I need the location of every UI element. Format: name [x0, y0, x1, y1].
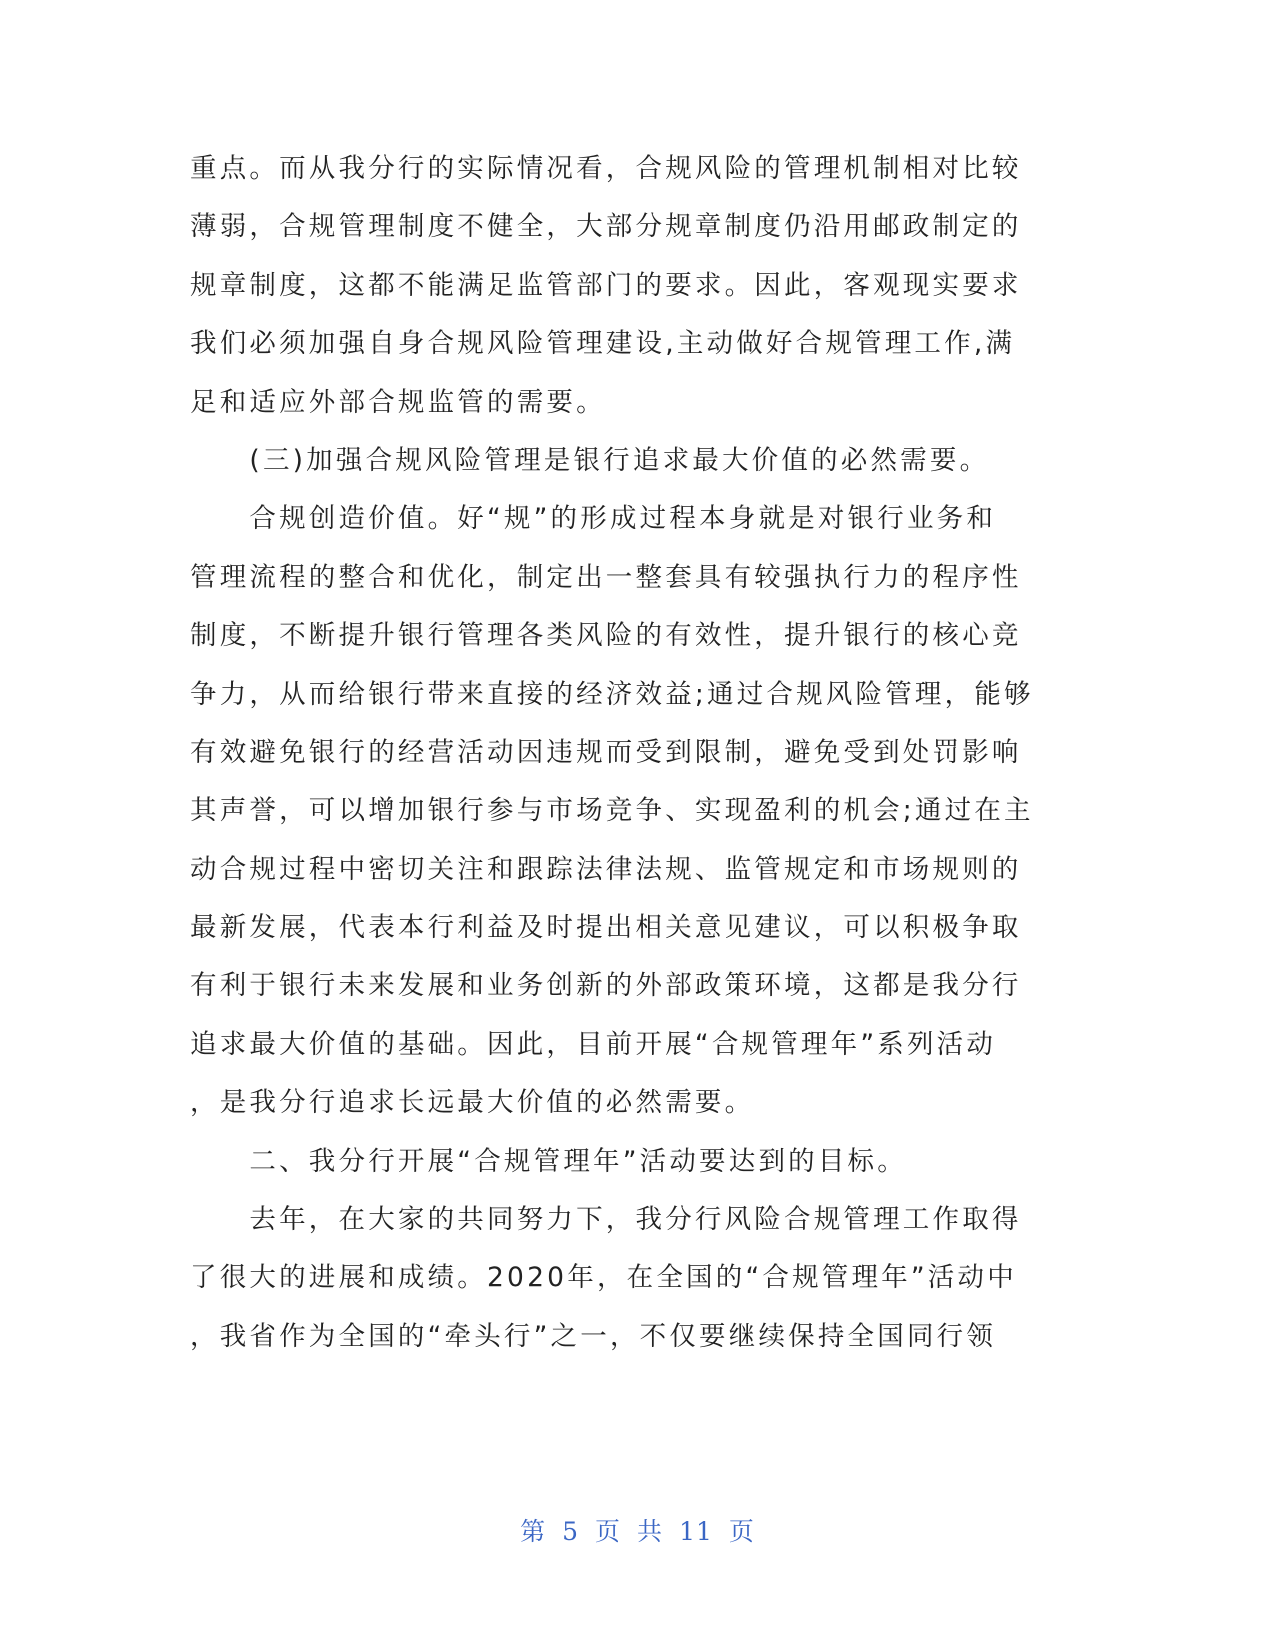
text-line: 管理流程的整合和优化，制定出一整套具有较强执行力的程序性	[190, 561, 1022, 593]
text-line: 有效避免银行的经营活动因违规而受到限制，避免受到处罚影响	[190, 736, 1022, 768]
text-line: 重点。而从我分行的实际情况看，合规风险的管理机制相对比较	[190, 153, 1022, 184]
footer-label-unit-2: 页	[728, 1517, 755, 1546]
text-line: 争力，从而给银行带来直接的经济效益;通过合规风险管理，能够	[190, 678, 1034, 710]
section-heading: (三)加强合规风险管理是银行追求最大价值的必然需要。	[190, 444, 990, 476]
footer-total-pages: 11	[679, 1517, 713, 1546]
page-footer	[0, 1512, 1275, 1548]
text-line: 追求最大价值的基础。因此，目前开展“合规管理年”系列活动	[190, 1028, 997, 1060]
text-line: 最新发展，代表本行利益及时提出相关意见建议，可以积极争取	[190, 912, 1022, 944]
text-line: 有利于银行未来发展和业务创新的外部政策环境，这都是我分行	[190, 970, 1022, 1002]
section-heading: 二、我分行开展“合规管理年”活动要达到的目标。	[190, 1145, 907, 1177]
text-line: 去年，在大家的共同努力下，我分行风险合规管理工作取得	[190, 1204, 1022, 1236]
text-line: 合规创造价值。好“规”的形成过程本身就是对银行业务和	[190, 503, 997, 535]
footer-label-unit: 页	[595, 1517, 622, 1546]
text-line: 动合规过程中密切关注和跟踪法律法规、监管规定和市场规则的	[190, 853, 1022, 885]
footer-current-page: 5	[562, 1517, 580, 1546]
footer-label-page: 第	[520, 1517, 547, 1546]
text-line: ，是我分行追求长远最大价值的必然需要。	[190, 1087, 755, 1119]
text-line: 规章制度，这都不能满足监管部门的要求。因此，客观现实要求	[190, 269, 1022, 301]
text-line: 足和适应外部合规监管的需要。	[190, 386, 606, 418]
text-line: 其声誉，可以增加银行参与市场竞争、实现盈利的机会;通过在主	[190, 795, 1034, 827]
text-line: ，我省作为全国的“牵头行”之一，不仅要继续保持全国同行领	[190, 1320, 997, 1352]
text-line: 薄弱，合规管理制度不健全，大部分规章制度仍沿用邮政制定的	[190, 211, 1022, 243]
text-line: 了很大的进展和成绩。2020年，在全国的“合规管理年”活动中	[190, 1262, 1017, 1294]
body-text	[190, 140, 1080, 1366]
footer-label-total: 共	[637, 1517, 664, 1546]
text-line: 制度，不断提升银行管理各类风险的有效性，提升银行的核心竞	[190, 620, 1022, 652]
text-line: 我们必须加强自身合规风险管理建设,主动做好合规管理工作,满	[190, 328, 1016, 360]
